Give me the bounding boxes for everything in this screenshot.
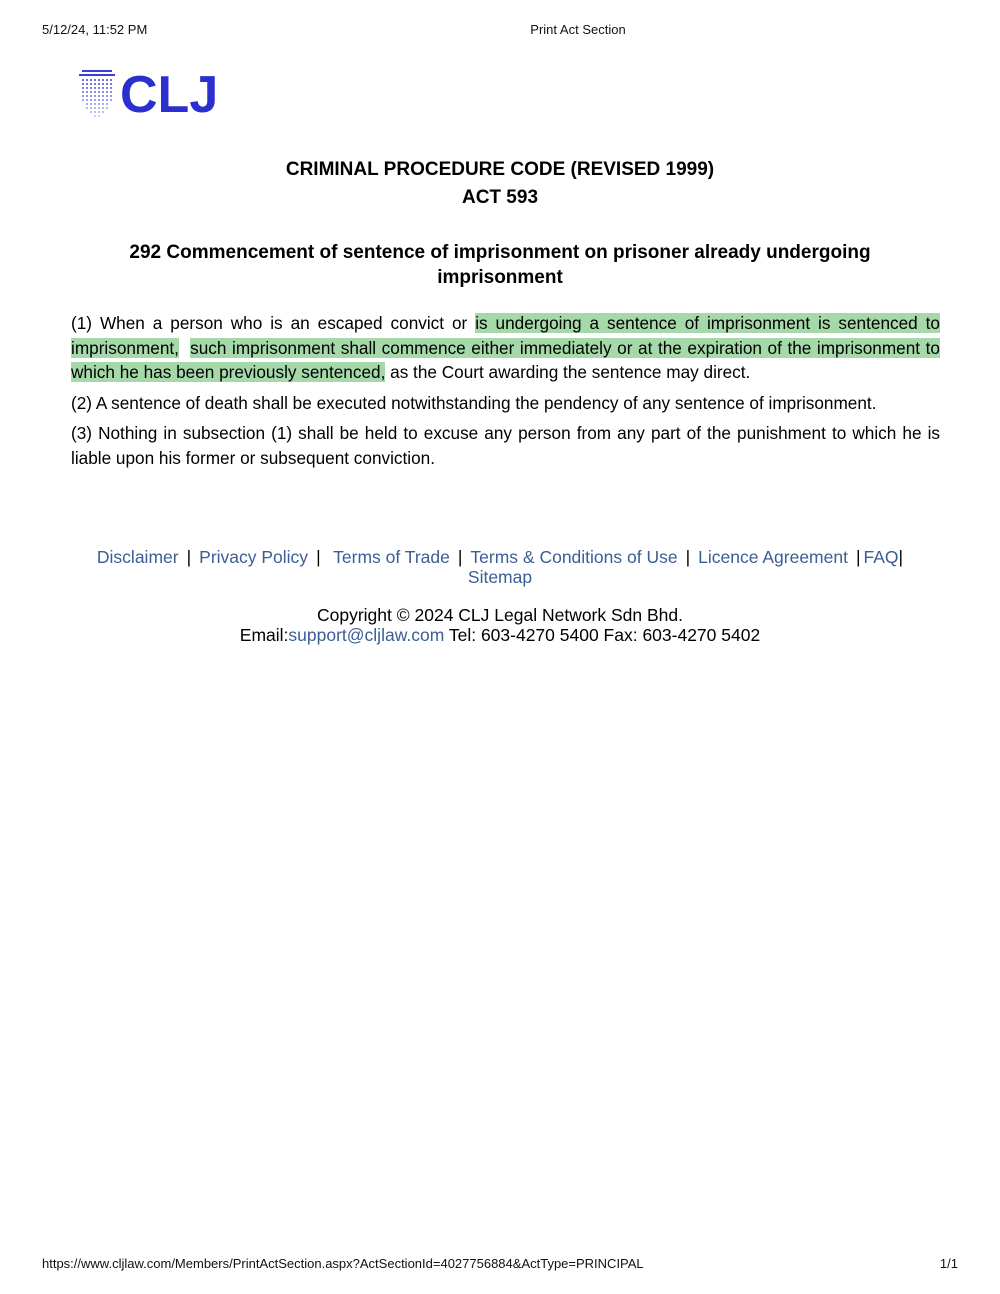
faq-link[interactable]: FAQ: [863, 547, 899, 567]
print-datetime: 5/12/24, 11:52 PM: [42, 22, 148, 37]
print-footer: [42, 1256, 958, 1274]
subsection-1-text-end: as the Court awarding the sentence may direct.: [385, 362, 751, 382]
subsection-1: [71, 311, 940, 385]
clj-logo-icon: [76, 68, 236, 118]
licence-agreement-link[interactable]: Licence Agreement: [698, 547, 848, 567]
footer-separator: |: [855, 547, 861, 567]
footer-separator: |: [186, 547, 192, 567]
section-body: [71, 311, 940, 476]
footer-separator: |: [685, 547, 691, 567]
section-heading: 292 Commencement of sentence of imprisonment on prisoner already undergoing imprisonment: [129, 242, 871, 288]
print-header: [42, 22, 958, 40]
print-page-title: Print Act Section: [530, 22, 626, 37]
sitemap-link[interactable]: Sitemap: [467, 567, 533, 587]
highlight-gap: [179, 338, 190, 358]
act-title-block: [0, 156, 1000, 212]
footer-separator: |: [898, 547, 904, 567]
phone-fax: Tel: 603-4270 5400 Fax: 603-4270 5402: [444, 625, 761, 645]
contact-line: [0, 625, 1000, 645]
copyright-block: [0, 605, 1000, 645]
act-number: ACT 593: [461, 187, 539, 208]
terms-of-trade-link[interactable]: Terms of Trade: [333, 547, 450, 567]
subsection-1-text-start: (1) When a person who is an escaped convict or: [71, 313, 476, 333]
highlighted-text: is undergoing a sentence of imprisonment is sentenced to imprisonment,: [71, 313, 940, 358]
privacy-policy-link[interactable]: Privacy Policy: [199, 547, 309, 567]
footer-links: [60, 547, 940, 587]
subsection-2: (2) A sentence of death shall be executed notwithstanding the pendency of any sentence of imprisonment.: [71, 392, 877, 413]
clj-logo: [76, 68, 236, 118]
email-label: Email:: [239, 625, 289, 645]
copyright-text: Copyright © 2024 CLJ Legal Network Sdn Bhd.: [316, 605, 683, 625]
page-number: 1/1: [939, 1256, 958, 1271]
highlighted-text: such imprisonment shall commence either immediately or at the expiration of the imprisonment to which he has been previously sentenced,: [71, 337, 940, 382]
act-title: CRIMINAL PROCEDURE CODE (REVISED 1999): [285, 159, 715, 180]
support-email-link[interactable]: support@cljlaw.com: [288, 625, 445, 645]
footer-separator: |: [316, 547, 321, 567]
print-url: https://www.cljlaw.com/Members/PrintActSection.aspx?ActSectionId=4027756884&ActType=PRINCIPAL: [42, 1256, 644, 1271]
disclaimer-link[interactable]: Disclaimer: [96, 547, 179, 567]
terms-conditions-link[interactable]: Terms & Conditions of Use: [470, 547, 678, 567]
subsection-3: (3) Nothing in subsection (1) shall be held to excuse any person from any part of the punishment to which he is liable upon his former or subsequent conviction.: [71, 423, 940, 468]
logo-text: CLJ: [120, 68, 219, 118]
footer-separator: |: [457, 547, 463, 567]
